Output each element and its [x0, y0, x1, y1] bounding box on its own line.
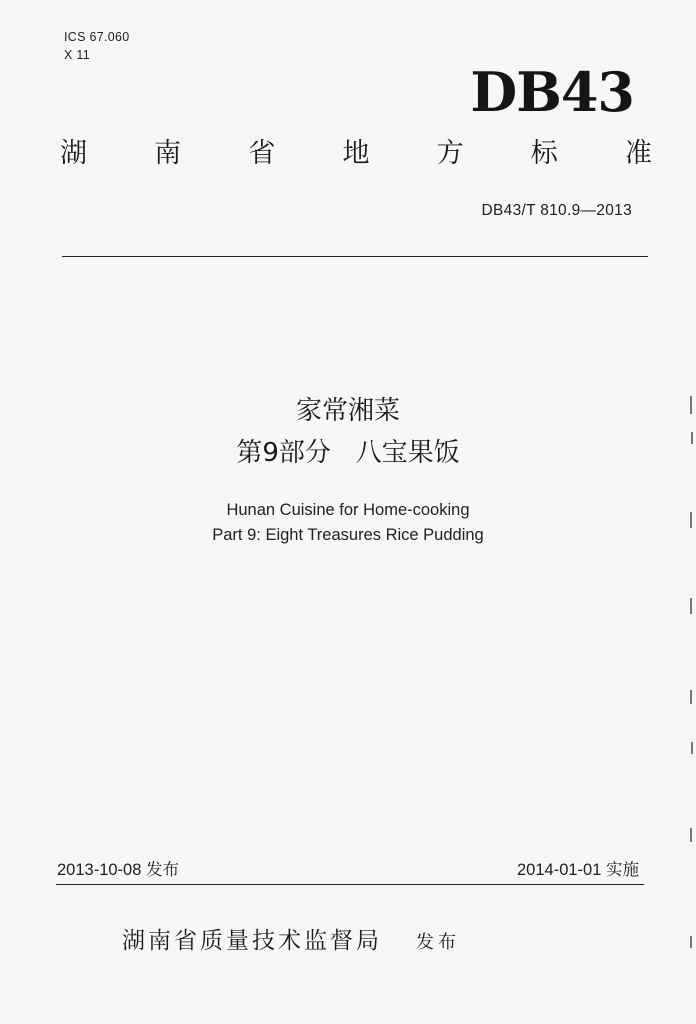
chinese-title-line-2: 第9部分 八宝果饭: [236, 438, 460, 468]
standard-logo: DB43: [470, 60, 634, 124]
chinese-title-line-1: 家常湘菜: [295, 396, 400, 426]
standard-type-char: 方: [436, 138, 464, 169]
scan-artifact: [691, 742, 693, 754]
standard-type-char: 准: [624, 138, 652, 169]
standard-type-char: 湖: [60, 138, 87, 169]
standard-number: DB43/T 810.9—2013: [481, 202, 632, 219]
issue-action: 发布: [416, 932, 460, 953]
standard-type-char: 地: [342, 138, 370, 169]
scan-artifact: [691, 432, 693, 444]
scan-artifact: [690, 828, 692, 842]
english-title: [48, 498, 648, 548]
standard-type-char: 南: [154, 138, 182, 169]
footer-divider: [56, 884, 644, 885]
standard-type-char: 省: [248, 138, 276, 169]
effective-date: 2014-01-01 实施: [517, 861, 639, 879]
scan-artifact: [690, 396, 692, 414]
classification-code: X 11: [64, 48, 90, 62]
header-divider: [62, 256, 648, 257]
issuing-authority: [122, 924, 562, 960]
issuing-organization: 湖南省质量技术监督局: [122, 928, 382, 954]
date-row: [57, 858, 639, 882]
chinese-title: [48, 390, 648, 474]
english-title-line-2: Part 9: Eight Treasures Rice Pudding: [212, 526, 484, 544]
english-title-line-1: Hunan Cuisine for Home-cooking: [226, 501, 470, 519]
standard-type-heading: [60, 134, 652, 174]
issue-date: 2013-10-08 发布: [57, 861, 179, 879]
classification-codes: [64, 28, 130, 64]
scan-artifact: [690, 936, 692, 948]
scan-artifact: [690, 690, 692, 704]
scan-artifact: [690, 598, 692, 614]
scan-artifact: [690, 512, 692, 528]
standard-type-char: 标: [530, 138, 558, 169]
ics-code: ICS 67.060: [64, 30, 130, 44]
